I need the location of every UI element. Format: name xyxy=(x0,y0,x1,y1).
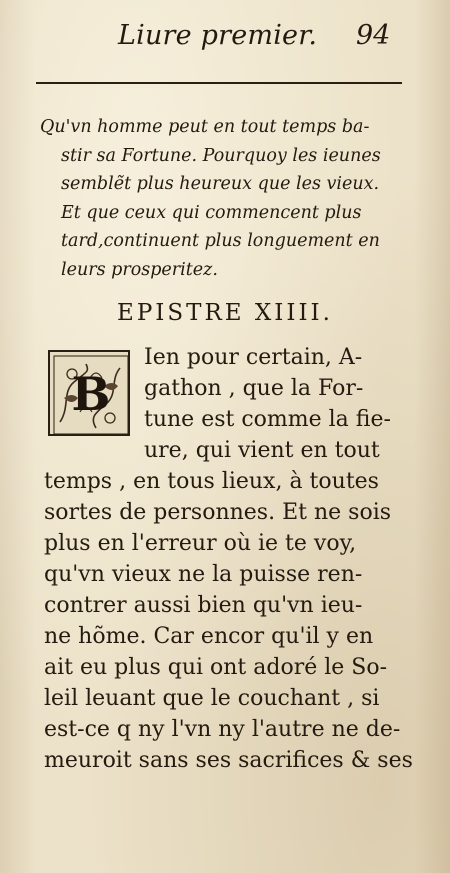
body-line: qu'vn vieux ne la puisse ren- xyxy=(44,562,363,587)
body-line: Ien pour certain, A- xyxy=(144,345,363,370)
summary-line: tard,continuent plus longuement en xyxy=(61,231,380,252)
summary-line: stir sa Fortune. Pourquoy les ieunes xyxy=(61,145,381,166)
summary-line: Qu'vn homme peut en tout temps ba- xyxy=(40,117,370,137)
body-line: contrer aussi bien qu'vn ieu- xyxy=(44,593,363,618)
page-number: 94 xyxy=(356,20,391,51)
running-title: Liure premier. xyxy=(118,20,318,51)
initial-letter: B xyxy=(71,367,111,421)
body-line: ure, qui vient en tout xyxy=(144,438,380,463)
body-line: est-ce q ny l'vn ny l'autre ne de- xyxy=(44,717,401,742)
body-line: meuroit sans ses sacrifices & ses xyxy=(44,748,413,773)
epistle-body xyxy=(44,342,416,776)
body-line: plus en l'erreur où ie te voy, xyxy=(44,531,357,556)
body-line: gathon , que la For- xyxy=(144,376,364,401)
chapter-summary xyxy=(40,113,412,285)
body-line: tune est comme la fie- xyxy=(144,407,391,432)
body-line: ait eu plus qui ont adoré le So- xyxy=(44,655,388,680)
body-line: sortes de personnes. Et ne sois xyxy=(44,500,392,525)
page-header xyxy=(0,18,450,58)
header-rule xyxy=(36,82,402,84)
body-line: leil leuant que le couchant , si xyxy=(44,686,380,711)
summary-line: semblẽt plus heureux que les vieux. xyxy=(61,174,380,195)
body-line: temps , en tous lieux, à toutes xyxy=(44,469,379,494)
body-line: ne hõme. Car encor qu'il y en xyxy=(44,624,374,649)
summary-line: leurs prosperitez. xyxy=(61,259,218,280)
summary-line: Et que ceux qui commencent plus xyxy=(61,202,362,223)
epistle-title: EPISTRE XIIII. xyxy=(117,300,333,326)
